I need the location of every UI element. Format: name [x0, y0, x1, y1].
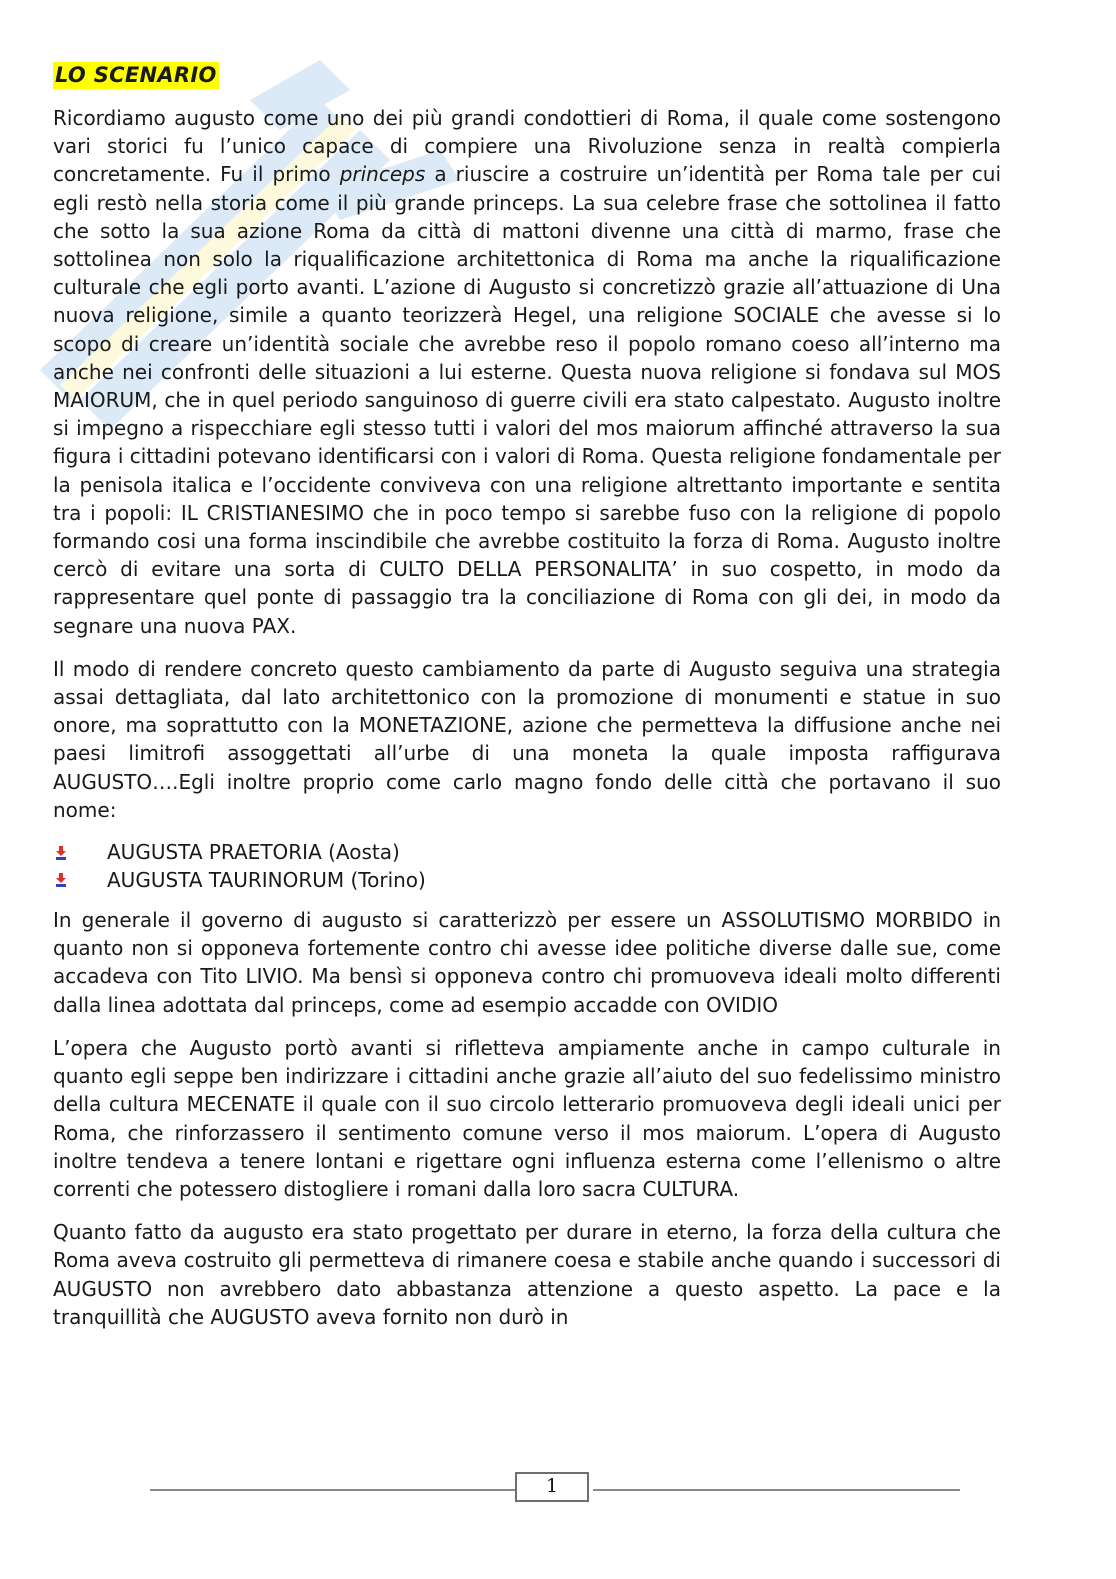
list-item [53, 867, 1001, 895]
princeps-emphasis: princeps [339, 162, 426, 187]
section-heading: LO SCENARIO [55, 63, 217, 87]
paragraph-4: L’opera che Augusto portò avanti si rifletteva ampiamente anche in campo culturale in quanto egli seppe ben indirizzare i cittadini anche grazie all’aiuto del suo fedelissimo ministro della cultura MECENATE il quale con il suo circolo letterario promuoveva degli ideali unici per Roma, che rinforzassero il sentimento comune verso il mos maiorum. L’opera di Augusto inoltre tendeva a tenere lontani e rigettare ogni influenza esterna come l’ellenismo o altre correnti che potessero distogliere i romani dalla loro sacra CULTURA. [53, 1035, 1001, 1201]
list-item [53, 839, 1001, 867]
paragraph-1-part-b: a riuscire a costruire un’identità per Roma tale per cui egli restò nella storia come il più grande princeps. La sua celebre frase che sottolinea il fatto che sotto la sua azione Roma da città di mattoni divenne una città di marmo, frase che sottolinea non solo la riqualificazione architettonica di Roma ma anche la riqualificazione culturale che egli porto avanti. L’azione di Augusto si concretizzò grazie all’attuazione di Una nuova religione, simile a quanto teorizzerà Hegel, una religione SOCIALE che avesse si lo scopo di creare un’identità sociale che avrebbe reso il popolo romano coeso all’interno ma anche nei confronti delle situazioni a lui esterne. Questa nuova religione si fondava sul MOS MAIORUM, che in quel periodo sanguinoso di guerre civili era stato calpestato. Augusto inoltre si impegno a rispecchiare egli stesso tutti i valori del mos maiorum affinché attraverso la sua figura i cittadini potevano identificarsi con i valori di Roma. Questa religione fondamentale per la penisola italica e l’occidente conviveva con una religione altrettanto importante e sentita tra i popoli: IL CRISTIANESIMO che in poco tempo si sarebbe fuso con la religione di popolo formando cosi una forma inscindibile che avrebbe costituito la forza di Roma. Augusto inoltre cercò di evitare una sorta di CULTO DELLA PERSONALITA’ in suo cospetto, in modo da rappresentare quel ponte di passaggio tra la conciliazione di Roma con gli dei, in modo da segnare una nuova PAX. [53, 162, 1001, 638]
list-item-label: AUGUSTA TAURINORUM (Torino) [107, 867, 426, 892]
page-footer [150, 1472, 960, 1508]
document-body [53, 62, 1001, 1346]
footer-divider-right [593, 1489, 960, 1491]
paragraph-3: In generale il governo di augusto si caratterizzò per essere un ASSOLUTISMO MORBIDO in quanto non si opponeva fortemente contro chi avesse idee politiche diverse dalle sue, come accadeva con Tito LIVIO. Ma bensì si opponeva contro chi promuoveva ideali molto differenti dalla linea adottata dal princeps, come ad esempio accadde con OVIDIO [53, 908, 1001, 1017]
paragraph-2: Il modo di rendere concreto questo cambiamento da parte di Augusto seguiva una strategia assai dettagliata, dal lato architettonico con la promozione di monumenti e statue in suo onore, ma soprattutto con la MONETAZIONE, azione che permetteva la diffusione anche nei paesi limitrofi assoggettati all’urbe di una moneta la quale imposta raffigurava AUGUSTO….Egli inoltre proprio come carlo magno fondo delle città che portavano il suo nome: [53, 656, 1001, 822]
page-number: 1 [515, 1472, 589, 1502]
paragraph-1-part-a: Ricordiamo augusto come uno dei più grandi condottieri di Roma, il quale come sostengono vari storici fu l’unico capace di compiere una Rivoluzione senza in realtà compierla concretamente. Fu il primo [53, 106, 1001, 187]
footer-divider-left [150, 1489, 515, 1491]
paragraph-1 [53, 104, 1001, 640]
bullet-arrow-icon [55, 846, 67, 860]
list-item-label: AUGUSTA PRAETORIA (Aosta) [107, 840, 400, 865]
bullet-arrow-icon [55, 873, 67, 887]
paragraph-5: Quanto fatto da augusto era stato progettato per durare in eterno, la forza della cultura che Roma aveva costruito gli permetteva di rimanere coesa e stabile anche quando i successori di AUGUSTO non avrebbero dato abbastanza attenzione a questo aspetto. La pace e la tranquillità che AUGUSTO aveva fornito non durò in [53, 1220, 1001, 1329]
city-list [53, 839, 1001, 894]
